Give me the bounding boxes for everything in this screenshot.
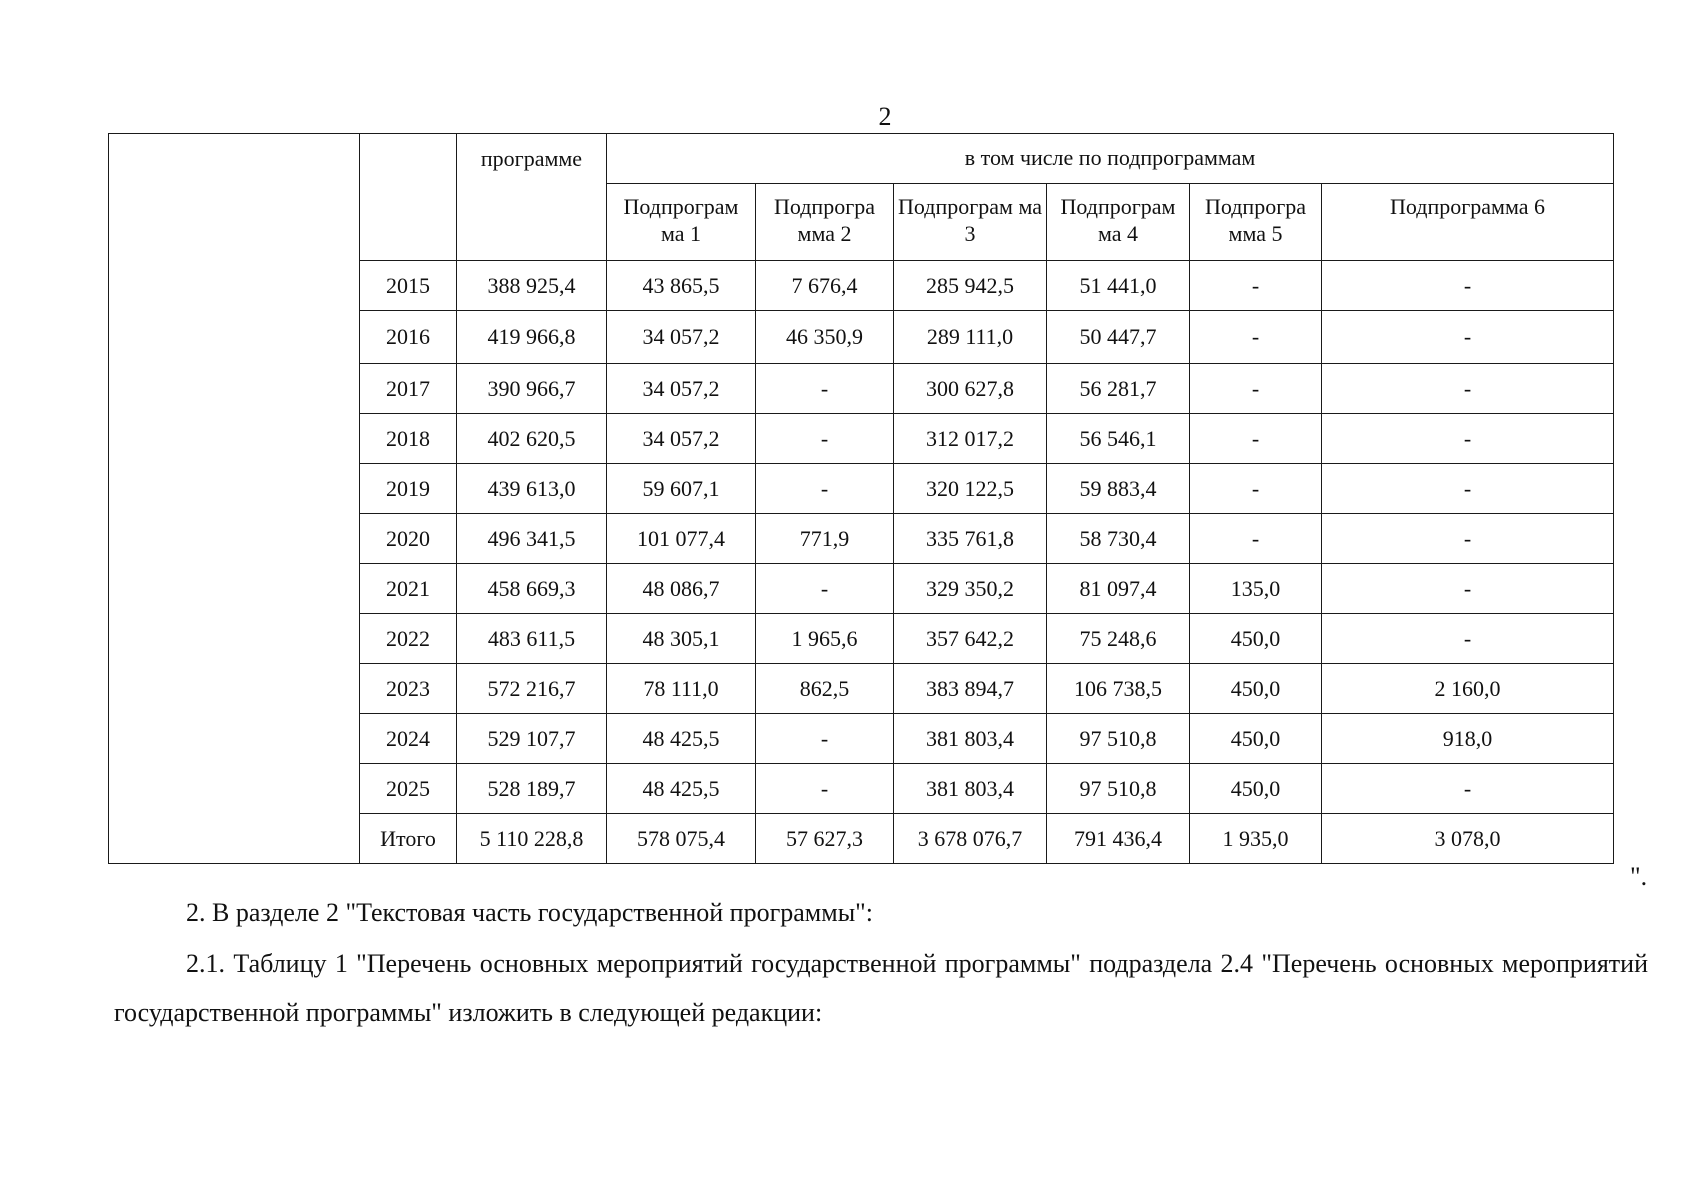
subprogramme-6-cell: 3 078,0 bbox=[1322, 814, 1614, 864]
subprogramme-5-cell: 450,0 bbox=[1190, 664, 1322, 714]
subprogramme-2-cell: - bbox=[756, 414, 894, 464]
subprogramme-1-cell: 48 425,5 bbox=[607, 714, 756, 764]
funding-table bbox=[108, 133, 1614, 864]
subprogramme-4-cell: 56 546,1 bbox=[1047, 414, 1190, 464]
subprogramme-6-cell: - bbox=[1322, 364, 1614, 414]
subprogramme-2-cell: 771,9 bbox=[756, 514, 894, 564]
paragraph-section-2-1: 2.1. Таблицу 1 "Перечень основных мероприятий государственной программы" подраздела 2.4 "Перечень основных мероприятий государственной программы" изложить в следующей редакции: bbox=[114, 949, 1648, 1027]
subprogramme-1-cell: 34 057,2 bbox=[607, 414, 756, 464]
closing-quote: ". bbox=[1630, 862, 1648, 891]
subprogramme-5-cell: - bbox=[1190, 464, 1322, 514]
subprogramme-2-cell: - bbox=[756, 714, 894, 764]
year-cell: 2020 bbox=[360, 514, 457, 564]
subprogramme-6-cell: - bbox=[1322, 514, 1614, 564]
subprogramme-5-cell: 450,0 bbox=[1190, 764, 1322, 814]
subprogramme-1-cell: 48 086,7 bbox=[607, 564, 756, 614]
programme-total-cell: 5 110 228,8 bbox=[457, 814, 607, 864]
programme-total-cell: 528 189,7 bbox=[457, 764, 607, 814]
subprogramme-1-cell: 48 305,1 bbox=[607, 614, 756, 664]
subprogramme-3-cell: 383 894,7 bbox=[894, 664, 1047, 714]
subprogramme-4-cell: 50 447,7 bbox=[1047, 311, 1190, 364]
subprogramme-3-cell: 3 678 076,7 bbox=[894, 814, 1047, 864]
programme-total-cell: 458 669,3 bbox=[457, 564, 607, 614]
programme-total-cell: 402 620,5 bbox=[457, 414, 607, 464]
subprogramme-5-cell: - bbox=[1190, 514, 1322, 564]
subprogramme-4-cell: 81 097,4 bbox=[1047, 564, 1190, 614]
programme-total-cell: 439 613,0 bbox=[457, 464, 607, 514]
subprogramme-4-cell: 106 738,5 bbox=[1047, 664, 1190, 714]
year-cell: 2021 bbox=[360, 564, 457, 614]
subprogramme-3-cell: 285 942,5 bbox=[894, 261, 1047, 311]
subprogramme-4-cell: 791 436,4 bbox=[1047, 814, 1190, 864]
subprogramme-1-cell: 34 057,2 bbox=[607, 364, 756, 414]
programme-total-cell: 419 966,8 bbox=[457, 311, 607, 364]
subprogramme-5-cell: 1 935,0 bbox=[1190, 814, 1322, 864]
year-cell: 2016 bbox=[360, 311, 457, 364]
subprogramme-4-cell: 51 441,0 bbox=[1047, 261, 1190, 311]
programme-total-cell: 388 925,4 bbox=[457, 261, 607, 311]
programme-total-cell: 572 216,7 bbox=[457, 664, 607, 714]
subprogramme-1-cell: 578 075,4 bbox=[607, 814, 756, 864]
year-cell: 2025 bbox=[360, 764, 457, 814]
year-cell: 2023 bbox=[360, 664, 457, 714]
subprogramme-1-cell: 43 865,5 bbox=[607, 261, 756, 311]
subprogramme-2-cell: - bbox=[756, 764, 894, 814]
subprogramme-6-cell: - bbox=[1322, 311, 1614, 364]
subprogramme-3-cell: 335 761,8 bbox=[894, 514, 1047, 564]
subprogramme-4-header: Подпрограм ма 4 bbox=[1047, 184, 1190, 261]
subprogramme-5-header: Подпрогра мма 5 bbox=[1190, 184, 1322, 261]
subprogramme-6-cell: - bbox=[1322, 614, 1614, 664]
subprogramme-6-cell: 918,0 bbox=[1322, 714, 1614, 764]
subprogramme-5-cell: - bbox=[1190, 261, 1322, 311]
subprogramme-6-cell: - bbox=[1322, 414, 1614, 464]
programme-total-cell: 483 611,5 bbox=[457, 614, 607, 664]
subprogramme-4-cell: 56 281,7 bbox=[1047, 364, 1190, 414]
year-cell: Итого bbox=[360, 814, 457, 864]
subprogramme-5-cell: 450,0 bbox=[1190, 714, 1322, 764]
year-header-cell bbox=[360, 134, 457, 261]
year-cell: 2022 bbox=[360, 614, 457, 664]
subprogramme-2-cell: - bbox=[756, 564, 894, 614]
subprogramme-6-cell: - bbox=[1322, 564, 1614, 614]
subprogramme-1-header: Подпрограм ма 1 bbox=[607, 184, 756, 261]
subprogramme-3-header: Подпрограм ма 3 bbox=[894, 184, 1047, 261]
subprogramme-2-cell: - bbox=[756, 364, 894, 414]
subprogramme-3-cell: 329 350,2 bbox=[894, 564, 1047, 614]
subprogramme-6-cell: - bbox=[1322, 464, 1614, 514]
subprogramme-1-cell: 48 425,5 bbox=[607, 764, 756, 814]
programme-total-cell: 496 341,5 bbox=[457, 514, 607, 564]
subprogramme-3-cell: 289 111,0 bbox=[894, 311, 1047, 364]
subprogramme-2-cell: 46 350,9 bbox=[756, 311, 894, 364]
subprogramme-5-cell: - bbox=[1190, 414, 1322, 464]
year-cell: 2024 bbox=[360, 714, 457, 764]
subprogramme-2-cell: 862,5 bbox=[756, 664, 894, 714]
subprogramme-2-header: Подпрогра мма 2 bbox=[756, 184, 894, 261]
page-number: 2 bbox=[878, 102, 892, 131]
subprogramme-2-cell: 1 965,6 bbox=[756, 614, 894, 664]
year-cell: 2017 bbox=[360, 364, 457, 414]
subprogramme-4-cell: 97 510,8 bbox=[1047, 714, 1190, 764]
subprogramme-3-cell: 381 803,4 bbox=[894, 764, 1047, 814]
programme-total-cell: 390 966,7 bbox=[457, 364, 607, 414]
programme-total-cell: 529 107,7 bbox=[457, 714, 607, 764]
subprogramme-4-cell: 59 883,4 bbox=[1047, 464, 1190, 514]
subprogramme-6-cell: - bbox=[1322, 261, 1614, 311]
subprogramme-4-cell: 58 730,4 bbox=[1047, 514, 1190, 564]
year-cell: 2015 bbox=[360, 261, 457, 311]
subprogramme-2-cell: - bbox=[756, 464, 894, 514]
subprogramme-3-cell: 312 017,2 bbox=[894, 414, 1047, 464]
subprogramme-2-cell: 7 676,4 bbox=[756, 261, 894, 311]
subprogramme-3-cell: 320 122,5 bbox=[894, 464, 1047, 514]
year-cell: 2019 bbox=[360, 464, 457, 514]
subprogramme-5-cell: - bbox=[1190, 364, 1322, 414]
subprogramme-5-cell: 135,0 bbox=[1190, 564, 1322, 614]
programme-header: программе bbox=[457, 134, 607, 261]
subprogramme-3-cell: 357 642,2 bbox=[894, 614, 1047, 664]
subprogramme-1-cell: 78 111,0 bbox=[607, 664, 756, 714]
subprogramme-6-header: Подпрограмма 6 bbox=[1322, 184, 1614, 261]
subprogramme-5-cell: 450,0 bbox=[1190, 614, 1322, 664]
subprogramme-3-cell: 381 803,4 bbox=[894, 714, 1047, 764]
subprogramme-6-cell: - bbox=[1322, 764, 1614, 814]
subprogrammes-caption: в том числе по подпрограммам bbox=[607, 134, 1614, 184]
subprogramme-4-cell: 75 248,6 bbox=[1047, 614, 1190, 664]
subprogramme-6-cell: 2 160,0 bbox=[1322, 664, 1614, 714]
subprogramme-1-cell: 59 607,1 bbox=[607, 464, 756, 514]
blank-cell bbox=[109, 134, 360, 864]
subprogramme-3-cell: 300 627,8 bbox=[894, 364, 1047, 414]
subprogramme-2-cell: 57 627,3 bbox=[756, 814, 894, 864]
paragraph-section-2: 2. В разделе 2 "Текстовая часть государственной программы": bbox=[186, 898, 873, 927]
subprogramme-1-cell: 101 077,4 bbox=[607, 514, 756, 564]
subprogramme-5-cell: - bbox=[1190, 311, 1322, 364]
subprogramme-4-cell: 97 510,8 bbox=[1047, 764, 1190, 814]
subprogramme-1-cell: 34 057,2 bbox=[607, 311, 756, 364]
year-cell: 2018 bbox=[360, 414, 457, 464]
